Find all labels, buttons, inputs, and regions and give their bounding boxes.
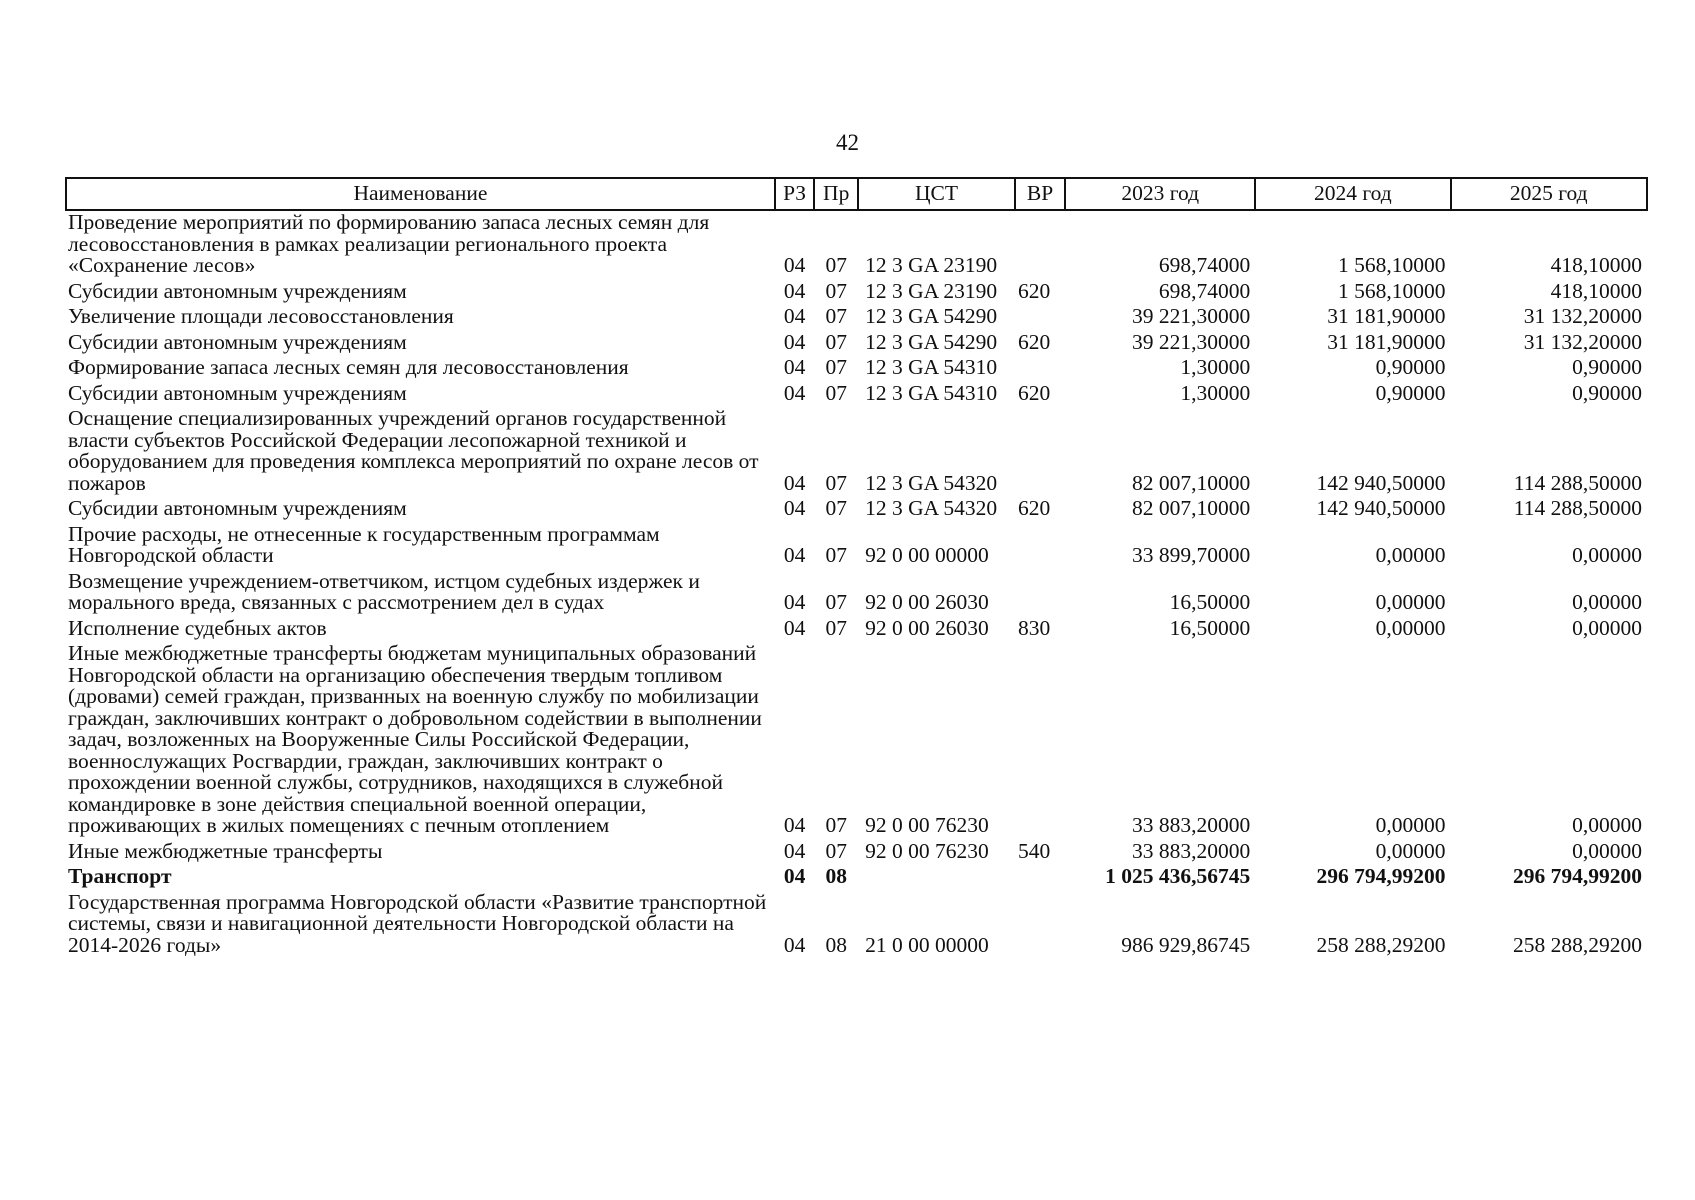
cell-name: Проведение мероприятий по формированию запаса лесных семян для лесовосстановления в рамках реализации регионального проекта «Сохранение лесов» — [68, 210, 710, 277]
cell-2023: 33 883,20000 — [1131, 813, 1251, 837]
cell-2024: 0,00000 — [1375, 838, 1446, 863]
cell-vr — [1015, 570, 1065, 617]
cell-vr: 620 — [1018, 329, 1051, 354]
cell-cst: 12 3 GA 54290 — [865, 329, 998, 354]
cell-2024: 258 288,29200 — [1316, 932, 1446, 957]
cell-2023: 39 221,30000 — [1131, 304, 1251, 328]
cell-2023: 1 025 436,56745 — [1105, 864, 1251, 888]
cell-name: Субсидии автономным учреждениям — [68, 380, 407, 405]
cell-cst: 92 0 00 26030 — [865, 590, 989, 614]
cell-cst: 92 0 00 76230 — [865, 813, 989, 837]
cell-2025: 114 288,50000 — [1513, 496, 1642, 520]
header-pr: Пр — [814, 178, 858, 210]
cell-rz: 04 — [783, 304, 806, 328]
cell-name: Субсидии автономным учреждениям — [68, 278, 407, 303]
page-number: 42 — [836, 130, 859, 155]
cell-2024: 1 568,10000 — [1338, 253, 1446, 277]
cell-2023: 1,30000 — [1180, 355, 1251, 379]
cell-vr: 620 — [1018, 380, 1051, 405]
cell-2024: 31 181,90000 — [1327, 304, 1446, 328]
cell-rz: 04 — [783, 590, 806, 614]
cell-2023: 1,30000 — [1180, 380, 1251, 405]
cell-2023: 986 929,86745 — [1121, 932, 1251, 957]
cell-name: Прочие расходы, не отнесенные к государственным программам Новгородской области — [68, 521, 660, 567]
cell-2024: 1 568,10000 — [1338, 278, 1446, 303]
table-row — [66, 382, 1647, 408]
cell-2023: 698,74000 — [1158, 253, 1251, 277]
cell-2024: 142 940,50000 — [1316, 496, 1446, 520]
cell-vr — [1015, 356, 1065, 382]
cell-rz: 04 — [783, 496, 806, 520]
cell-rz: 04 — [783, 615, 806, 640]
cell-rz: 04 — [783, 813, 806, 837]
table-row — [66, 865, 1647, 891]
cell-2025: 258 288,29200 — [1513, 932, 1642, 957]
cell-2024: 31 181,90000 — [1327, 329, 1446, 354]
cell-vr — [1015, 305, 1065, 331]
cell-pr: 07 — [825, 543, 847, 567]
cell-vr — [1015, 865, 1065, 891]
header-vr: ВР — [1015, 178, 1065, 210]
cell-cst: 12 3 GA 23190 — [865, 278, 998, 303]
cell-2025: 418,10000 — [1550, 278, 1642, 303]
cell-vr: 620 — [1018, 496, 1051, 520]
table-row — [66, 642, 1647, 840]
cell-2023: 82 007,10000 — [1131, 470, 1251, 495]
cell-vr — [1015, 210, 1065, 280]
cell-pr: 08 — [825, 932, 847, 957]
cell-pr: 07 — [825, 253, 847, 277]
cell-name: Транспорт — [68, 864, 172, 888]
cell-pr: 07 — [825, 813, 847, 837]
table-row — [66, 305, 1647, 331]
cell-2024: 0,00000 — [1375, 543, 1446, 567]
cell-name: Государственная программа Новгородской области «Развитие транспортной системы, связи и навигационной деятельности Новгородской области на 2014-2026 годы» — [68, 889, 767, 957]
cell-2023: 33 883,20000 — [1131, 838, 1251, 863]
cell-rz: 04 — [783, 355, 806, 379]
cell-pr: 07 — [825, 838, 847, 863]
cell-cst: 92 0 00 76230 — [865, 838, 989, 863]
cell-2023: 16,50000 — [1169, 590, 1251, 614]
cell-2025: 0,00000 — [1572, 813, 1642, 837]
cell-name: Увеличение площади лесовосстановления — [68, 304, 454, 328]
cell-2024: 0,00000 — [1375, 813, 1446, 837]
header-name: Наименование — [66, 178, 775, 210]
cell-vr: 540 — [1018, 838, 1051, 863]
cell-pr: 07 — [825, 496, 847, 520]
header-cst: ЦСТ — [858, 178, 1015, 210]
cell-2023: 33 899,70000 — [1131, 543, 1251, 567]
cell-name: Исполнение судебных актов — [68, 615, 327, 640]
cell-name: Возмещение учреждением-ответчиком, истцом судебных издержек и морального вреда, связанных с рассмотрением дел в судах — [68, 568, 700, 614]
cell-2025: 0,00000 — [1572, 838, 1642, 863]
cell-name: Оснащение специализированных учреждений органов государственной власти субъектов Российской Федерации лесопожарной техникой и оборудованием для проведения комплекса мероприятий по охране лесов от пожаров — [68, 406, 759, 495]
cell-2025: 0,90000 — [1572, 355, 1642, 379]
cell-rz: 04 — [783, 864, 806, 888]
table-row — [66, 840, 1647, 866]
cell-2023: 82 007,10000 — [1131, 496, 1251, 520]
cell-rz: 04 — [783, 838, 806, 863]
cell-vr — [1015, 407, 1065, 497]
cell-name: Иные межбюджетные трансферты — [68, 838, 383, 863]
table-row — [66, 891, 1647, 960]
cell-cst: 21 0 00 00000 — [865, 932, 989, 957]
header-2024: 2024 год — [1255, 178, 1450, 210]
cell-2025: 31 132,20000 — [1523, 329, 1642, 354]
cell-pr: 07 — [825, 470, 847, 495]
cell-2024: 0,00000 — [1375, 615, 1446, 640]
cell-rz: 04 — [783, 278, 806, 303]
cell-rz: 04 — [783, 329, 806, 354]
cell-2025: 0,00000 — [1572, 543, 1642, 567]
cell-cst: 12 3 GA 54310 — [865, 355, 998, 379]
cell-pr: 07 — [825, 329, 847, 354]
cell-2023: 16,50000 — [1169, 615, 1251, 640]
cell-vr — [1015, 891, 1065, 960]
cell-2025: 0,90000 — [1572, 380, 1642, 405]
table-row — [66, 280, 1647, 306]
table-row — [66, 356, 1647, 382]
cell-2025: 114 288,50000 — [1513, 470, 1642, 495]
cell-pr: 07 — [825, 304, 847, 328]
header-2025: 2025 год — [1451, 178, 1647, 210]
cell-pr: 08 — [825, 864, 847, 888]
table-body — [66, 210, 1647, 959]
cell-2025: 296 794,99200 — [1513, 864, 1642, 888]
cell-2024: 0,90000 — [1375, 380, 1446, 405]
cell-vr — [1015, 523, 1065, 570]
table-row — [66, 407, 1647, 497]
cell-2024: 296 794,99200 — [1316, 864, 1446, 888]
cell-rz: 04 — [783, 380, 806, 405]
header-rz: РЗ — [775, 178, 814, 210]
cell-rz: 04 — [783, 543, 806, 567]
table-header — [66, 178, 1647, 210]
cell-pr: 07 — [825, 615, 847, 640]
cell-cst: 92 0 00 00000 — [865, 543, 989, 567]
cell-name: Формирование запаса лесных семян для лесовосстановления — [68, 355, 629, 379]
cell-2025: 31 132,20000 — [1523, 304, 1642, 328]
table-row — [66, 497, 1647, 523]
cell-cst: 92 0 00 26030 — [865, 615, 989, 640]
cell-cst: 12 3 GA 54310 — [865, 380, 998, 405]
cell-vr: 830 — [1018, 615, 1051, 640]
cell-pr: 07 — [825, 355, 847, 379]
cell-vr: 620 — [1018, 278, 1051, 303]
cell-2025: 418,10000 — [1550, 253, 1642, 277]
cell-cst — [858, 865, 1015, 891]
cell-pr: 07 — [825, 380, 847, 405]
cell-cst: 12 3 GA 54320 — [865, 496, 998, 520]
cell-2025: 0,00000 — [1572, 615, 1642, 640]
cell-2024: 0,90000 — [1375, 355, 1446, 379]
cell-name: Субсидии автономным учреждениям — [68, 496, 407, 520]
cell-cst: 12 3 GA 23190 — [865, 253, 998, 277]
cell-name: Субсидии автономным учреждениям — [68, 329, 407, 354]
header-2023: 2023 год — [1065, 178, 1255, 210]
cell-2023: 698,74000 — [1158, 278, 1251, 303]
cell-pr: 07 — [825, 278, 847, 303]
table-row — [66, 617, 1647, 643]
cell-2025: 0,00000 — [1572, 590, 1642, 614]
budget-table — [65, 177, 1648, 959]
cell-2024: 142 940,50000 — [1316, 470, 1446, 495]
table-row — [66, 523, 1647, 570]
cell-name: Иные межбюджетные трансферты бюджетам муниципальных образований Новгородской области на организацию обеспечения твердым топливом (дровами) семей граждан, призванных на военную службу по мобилизации граждан, заключивших контракт о добровольном содействии в выполнении задач, возложенных на Вооруженные Силы Российской Федерации, военнослужащих Росгвардии, граждан, заключивших контракт о прохождении военной службы, сотрудников, находящихся в служебной командировке в зоне действия специальной военной операции, проживающих в жилых помещениях с печным отоплением — [68, 641, 762, 837]
cell-cst: 12 3 GA 54320 — [865, 470, 998, 495]
cell-pr: 07 — [825, 590, 847, 614]
cell-rz: 04 — [783, 253, 806, 277]
cell-rz: 04 — [783, 470, 806, 495]
table-row — [66, 210, 1647, 280]
cell-vr — [1015, 642, 1065, 840]
cell-2023: 39 221,30000 — [1131, 329, 1251, 354]
cell-rz: 04 — [783, 932, 806, 957]
cell-2024: 0,00000 — [1375, 590, 1446, 614]
table-row — [66, 331, 1647, 357]
table-row — [66, 570, 1647, 617]
cell-cst: 12 3 GA 54290 — [865, 304, 998, 328]
